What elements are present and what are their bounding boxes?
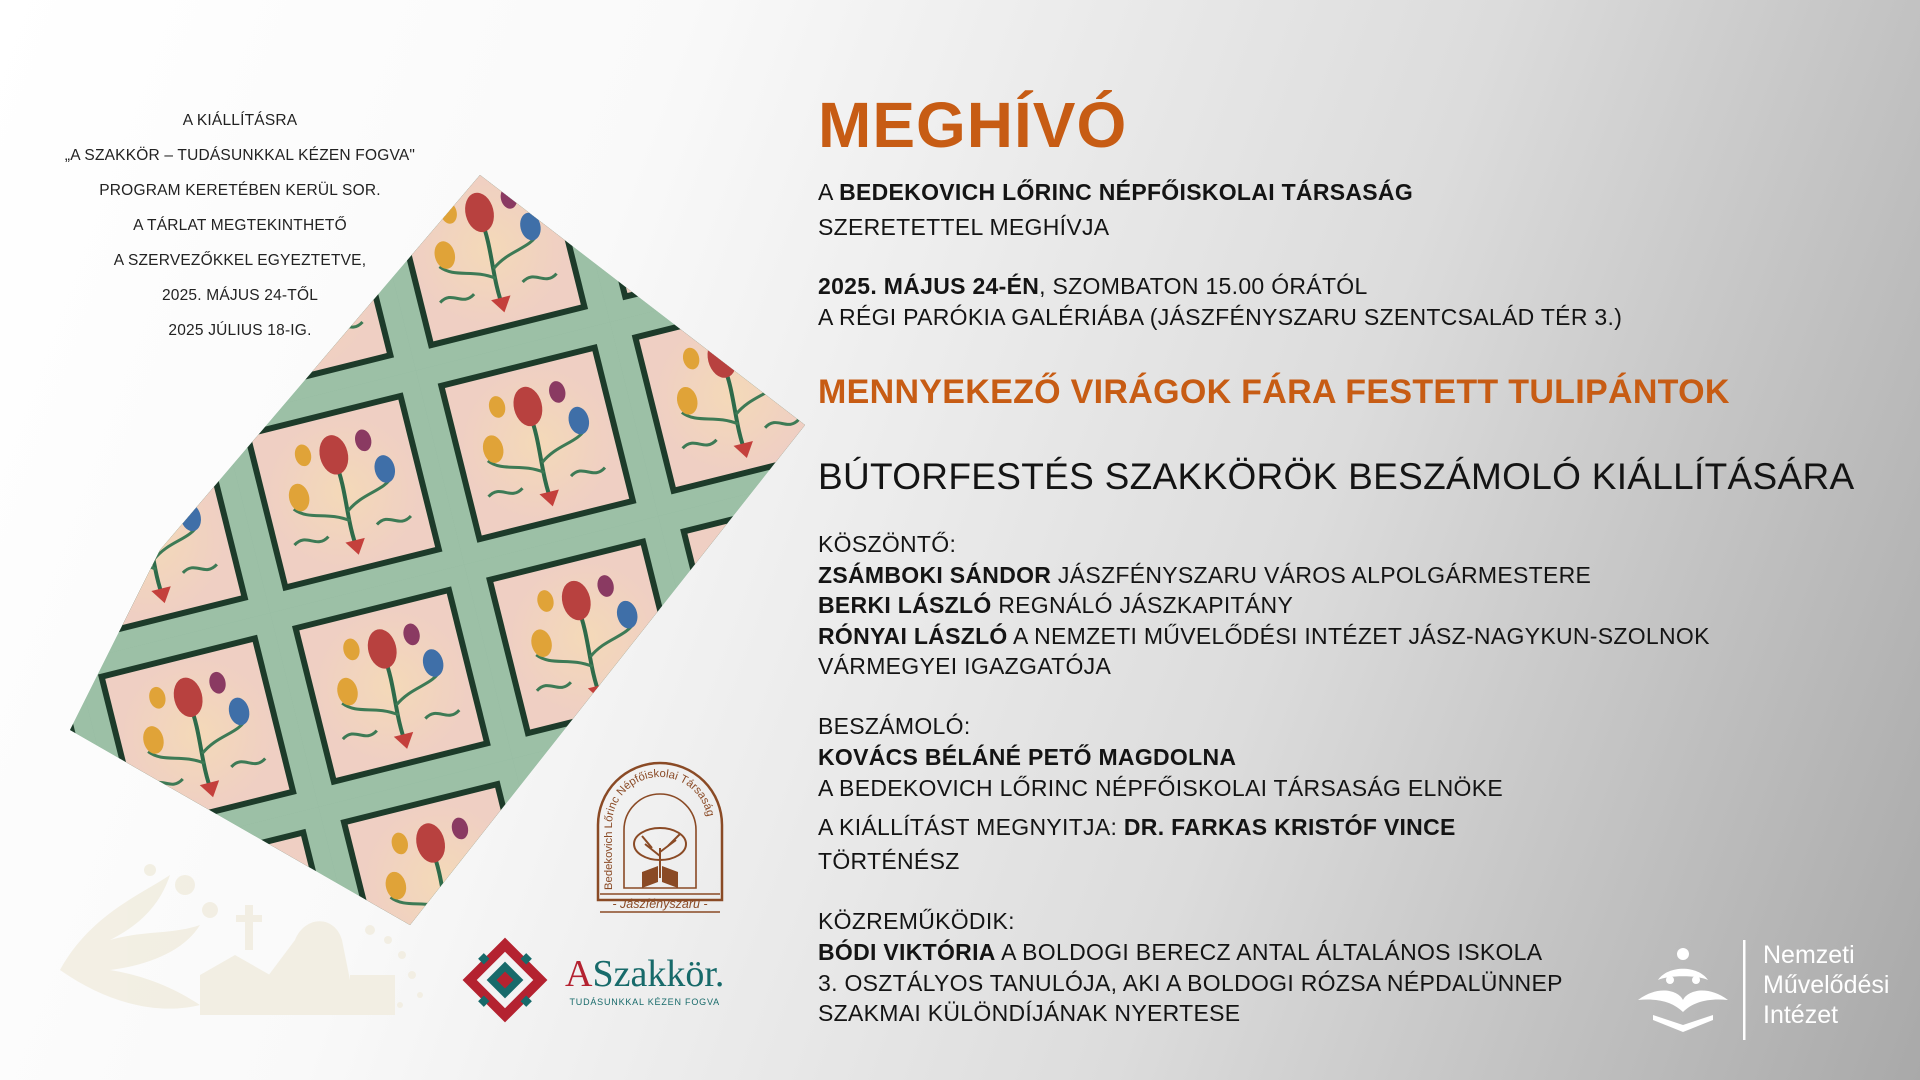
bedekovich-logo-arc-text: Bedekovich Lőrinc Népfőiskolai Társaság — [603, 767, 717, 890]
contrib-label: KÖZREMŰKÖDIK: — [818, 908, 1015, 934]
greeter-name: BERKI LÁSZLÓ — [818, 592, 992, 618]
date-line — [818, 273, 1368, 300]
contrib-name: BÓDI VIKTÓRIA — [818, 939, 996, 965]
opener-name: DR. FARKAS KRISTÓF VINCE — [1123, 814, 1456, 840]
invitation-title: MEGHÍVÓ — [818, 89, 1128, 161]
intro-line: A TÁRLAT MEGTEKINTHETŐ — [133, 217, 347, 234]
bedekovich-society-logo — [590, 760, 730, 925]
intro-line: PROGRAM KERETÉBEN KERÜL SOR. — [99, 182, 381, 199]
exhibition-title: MENNYEKEZŐ VIRÁGOK FÁRA FESTETT TULIPÁNTOK — [818, 373, 1730, 411]
opener-role: TÖRTÉNÉSZ — [818, 848, 960, 874]
intro-line: „A SZAKKÖR – TUDÁSUNKKAL KÉZEN FOGVA" — [64, 147, 416, 164]
event-date: 2025. MÁJUS 24-ÉN — [818, 273, 1040, 299]
contrib-line: 3. OSZTÁLYOS TANULÓJA, AKI A BOLDOGI RÓZSA NÉPDALÜNNEP — [818, 970, 1563, 996]
aszakkor-wordmark-a: A — [565, 953, 593, 995]
folk-ornament-decoration — [50, 855, 440, 1040]
aszakkor-tagline: TUDÁSUNKKAL KÉZEN FOGVA — [569, 997, 720, 1007]
bedekovich-logo-place: - Jászfényszaru - — [612, 897, 708, 911]
greeter-role: A NEMZETI MŰVELŐDÉSI INTÉZET JÁSZ-NAGYKUN-SZOLNOK — [1007, 623, 1710, 649]
folk-rosette-logo — [460, 935, 550, 1030]
intro-line: 2025 JÚLIUS 18-IG. — [168, 322, 312, 339]
exhibition-subject: BÚTORFESTÉS SZAKKÖRÖK BESZÁMOLÓ KIÁLLÍTÁSÁRA — [818, 456, 1855, 497]
invites-line: SZERETETTEL MEGHÍVJA — [818, 214, 1110, 240]
contrib-line: SZAKMAI KÜLÖNDÍJÁNAK NYERTESE — [818, 1000, 1241, 1026]
venue-line: A RÉGI PARÓKIA GALÉRIÁBA (JÁSZFÉNYSZARU SZENTCSALÁD TÉR 3.) — [818, 304, 1623, 330]
greeter-name: ZSÁMBOKI SÁNDOR — [818, 562, 1052, 588]
aszakkor-wordmark — [565, 955, 724, 993]
reporter-name-text: KOVÁCS BÉLÁNÉ PETŐ MAGDOLNA — [818, 744, 1237, 770]
opener-line — [818, 814, 1456, 841]
greeter-role-continued: VÁRMEGYEI IGAZGATÓJA — [818, 653, 1112, 679]
host-line — [818, 179, 1413, 206]
greeter-row — [818, 562, 1591, 589]
nmi-line: Művelődési — [1763, 971, 1890, 999]
intro-line: 2025. MÁJUS 24-TŐL — [161, 287, 319, 304]
aszakkor-logo — [565, 955, 724, 1007]
opener-label: A KIÁLLÍTÁST MEGNYITJA: — [818, 814, 1124, 840]
nmi-line: Intézet — [1763, 1001, 1839, 1029]
greeter-role: JÁSZFÉNYSZARU VÁROS ALPOLGÁRMESTERE — [1051, 562, 1592, 588]
intro-line: A KIÁLLÍTÁSRA — [182, 112, 298, 129]
greeter-row — [818, 623, 1710, 650]
nmi-wordmark — [1763, 940, 1889, 1030]
greeter-role: REGNÁLÓ JÁSZKAPITÁNY — [991, 592, 1294, 618]
greeter-row — [818, 592, 1293, 619]
event-time: , SZOMBATON 15.00 ÓRÁTÓL — [1039, 273, 1368, 299]
contrib-line — [818, 939, 1542, 966]
host-name: BEDEKOVICH LŐRINC NÉPFŐISKOLAI TÁRSASÁG — [839, 179, 1414, 205]
intro-line: A SZERVEZŐKKEL EGYEZTETVE, — [113, 252, 367, 269]
reporter-name — [818, 744, 1236, 771]
greeting-label: KÖSZÖNTŐ: — [818, 531, 957, 557]
contrib-role: A BOLDOGI BERECZ ANTAL ÁLTALÁNOS ISKOLA — [995, 939, 1543, 965]
nmi-emblem-icon — [1628, 940, 1753, 1045]
host-prefix: A — [818, 179, 833, 205]
reporter-role: A BEDEKOVICH LŐRINC NÉPFŐISKOLAI TÁRSASÁG ELNÖKE — [818, 775, 1504, 801]
report-label: BESZÁMOLÓ: — [818, 713, 971, 739]
aszakkor-wordmark-rest: Szakkör. — [592, 953, 725, 995]
greeter-name: RÓNYAI LÁSZLÓ — [818, 623, 1008, 649]
nmi-line: Nemzeti — [1763, 941, 1855, 969]
